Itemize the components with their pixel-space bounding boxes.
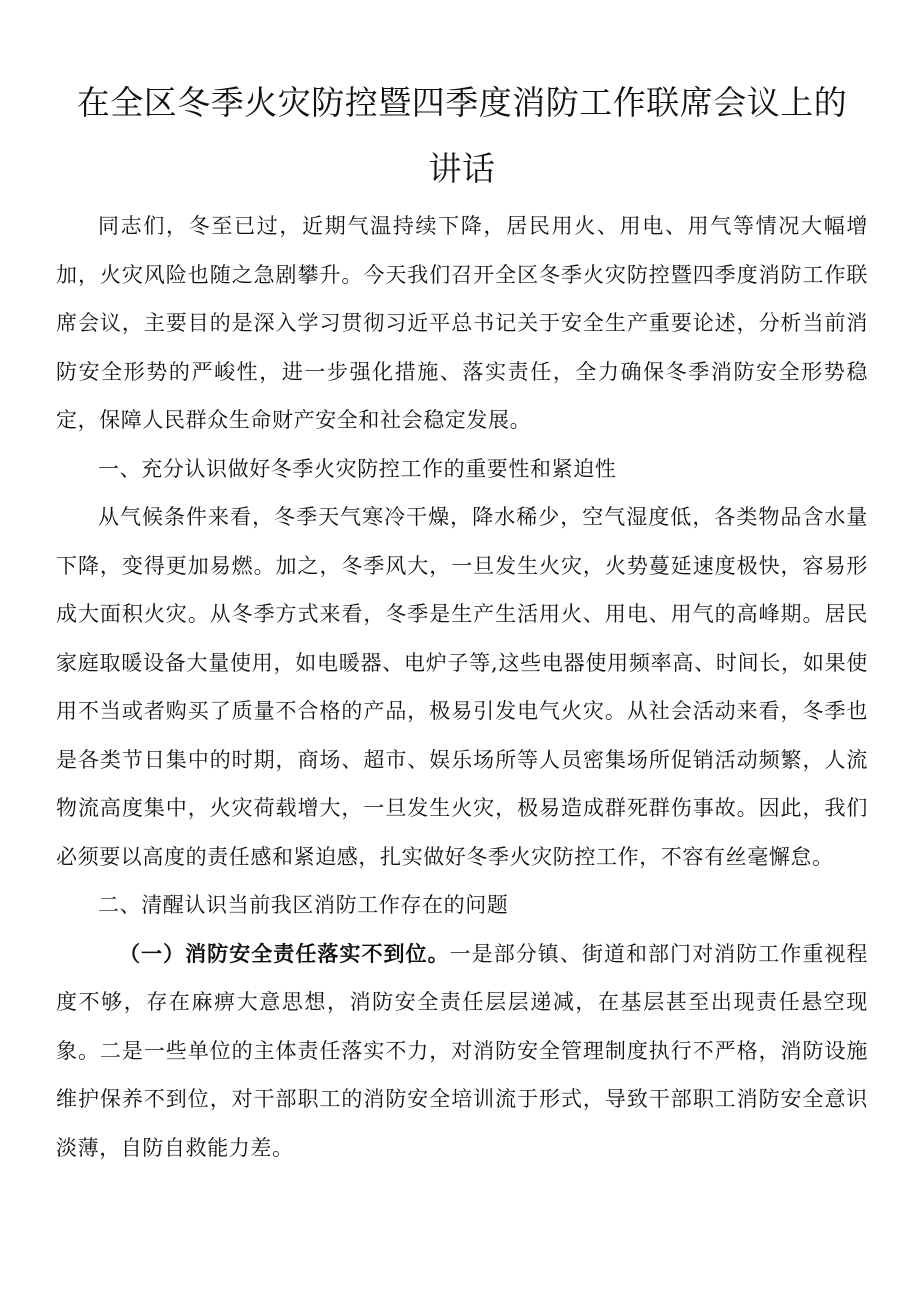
title-line-1: 在全区冬季火灾防控暨四季度消防工作联席会议上的	[76, 83, 848, 122]
title-line-2: 讲话	[428, 149, 496, 188]
subsection-1-body: 一是部分镇、街道和部门对消防工作重视程度不够，存在麻痹大意思想，消防安全责任层层递减，在基层甚至出现责任悬空现象。二是一些单位的主体责任落实不力，对消防安全管理制度执行不严格，消防设施维护保养不到位，对干部职工的消防安全培训流于形式，导致干部职工消防安全意识淡薄，自防自救能力差。	[56, 941, 868, 1160]
section-1-paragraph: 从气候条件来看，冬季天气寒冷干燥，降水稀少，空气湿度低，各类物品含水量下降，变得更加易燃。加之，冬季风大，一旦发生火灾，火势蔓延速度极快，容易形成大面积火灾。从冬季方式来看，冬季是生产生活用火、用电、用气的高峰期。居民家庭取暖设备大量使用，如电暖器、电炉子等,这些电器使用频率高、时间长，如果使用不当或者购买了质量不合格的产品，极易引发电气火灾。从社会活动来看，冬季也是各类节日集中的时期，商场、超市、娱乐场所等人员密集场所促销活动频繁，人流物流高度集中，火灾荷载增大，一旦发生火灾，极易造成群死群伤事故。因此，我们必须要以高度的责任感和紧迫感，扎实做好冬季火灾防控工作，不容有丝毫懈怠。	[56, 505, 868, 869]
document-title	[56, 70, 868, 202]
subsection-1-lead: （一）消防安全责任落实不到位。	[119, 941, 450, 966]
intro-paragraph: 同志们，冬至已过，近期气温持续下降，居民用火、用电、用气等情况大幅增加，火灾风险也随之急剧攀升。今天我们召开全区冬季火灾防控暨四季度消防工作联席会议，主要目的是深入学习贯彻习近平总书记关于安全生产重要论述，分析当前消防安全形势的严峻性，进一步强化措施、落实责任，全力确保冬季消防安全形势稳定，保障人民群众生命财产安全和社会稳定发展。	[56, 214, 868, 432]
subsection-1-paragraph	[56, 930, 868, 1173]
section-2-heading: 二、清醒认识当前我区消防工作存在的问题	[98, 893, 509, 917]
document-page	[56, 70, 868, 1172]
section-1-heading: 一、充分认识做好冬季火灾防控工作的重要性和紧迫性	[98, 456, 617, 481]
